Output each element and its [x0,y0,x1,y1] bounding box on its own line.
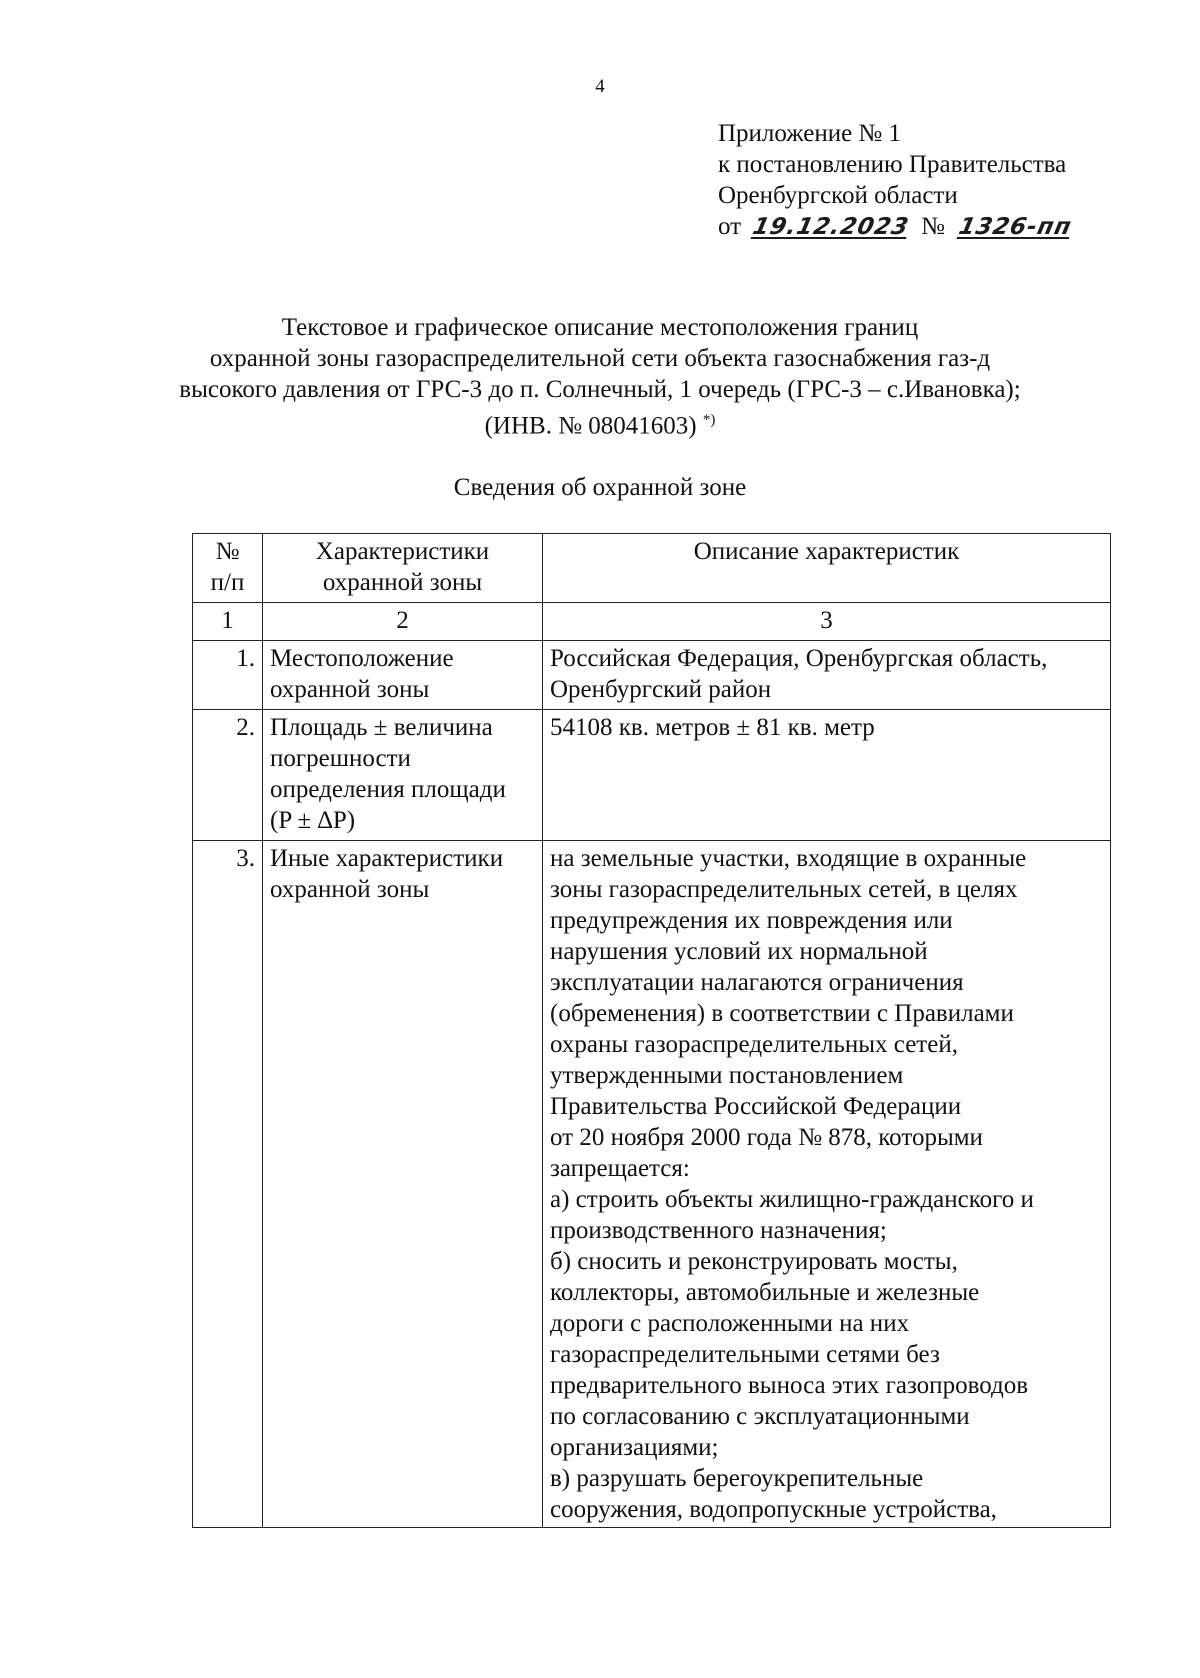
number-prefix: № [921,213,945,240]
row-description: 54108 кв. метров ± 81 кв. метр [543,710,1111,841]
zone-table [192,533,1111,1528]
handwritten-number: 1326-пп [956,214,1075,240]
index-cell: 3 [543,603,1111,641]
title-line-4 [0,405,1200,441]
row-characteristic: Местоположение охранной зоны [263,641,543,710]
row-description: Российская Федерация, Оренбургская область, Оренбургский район [543,641,1111,710]
title-line-4-text: (ИНВ. № 08041603) [484,412,697,440]
header-description: Описание характеристик [543,534,1111,603]
table-header-row [193,534,1111,603]
header-characteristic: Характеристики охранной зоны [263,534,543,603]
appendix-block [718,118,1075,243]
table-index-row [193,603,1111,641]
appendix-line-3: Оренбургской области [718,182,958,209]
table-row [193,641,1111,710]
handwritten-date: 19.12.2023 [750,214,912,240]
title-line-1: Текстовое и графическое описание местоположения границ [281,314,919,341]
date-prefix: от [718,213,742,240]
page-number: 4 [595,76,605,97]
index-cell: 2 [263,603,543,641]
title-line-3: высокого давления от ГРС-3 до п. Солнечный, 1 очередь (ГРС-3 – с.Ивановка); [179,376,1021,403]
section-title: Сведения об охранной зоне [453,474,747,501]
appendix-line-2: к постановлению Правительства [718,151,1067,178]
index-cell: 1 [193,603,263,641]
title-line-2: охранной зоны газораспределительной сети объекта газоснабжения газ-д [209,345,991,372]
appendix-date-line [718,211,1075,243]
row-characteristic: Иные характеристики охранной зоны [263,841,543,1528]
header-num: № п/п [193,534,263,603]
table-row [193,710,1111,841]
row-description: на земельные участки, входящие в охранные зоны газораспределительных сетей, в целях предупреждения их повреждения или нарушения условий их нормальной эксплуатации налагаются ограничения (обременения) в соответствии с Правилами охраны газораспределительных сетей, утвержденными постановлением Правительства Российской Федерации от 20 ноября 2000 года № 878, которыми запрещается: а) строить объекты жилищно-гражданского и производственного назначения; б) сносить и реконструировать мосты, коллекторы, автомобильные и железные дороги с расположенными на них газораспределительными сетями без предварительного выноса этих газопроводов по согласованию с эксплуатационными организациями; в) разрушать берегоукрепительные сооружения, водопропускные устройства, [543,841,1111,1528]
row-characteristic: Площадь ± величина погрешности определения площади (P ± ∆P) [263,710,543,841]
row-num: 2. [193,710,263,841]
footnote-mark: *) [702,412,716,428]
appendix-line-1: Приложение № 1 [718,120,902,147]
document-title [0,312,1200,441]
row-num: 3. [193,841,263,1528]
row-num: 1. [193,641,263,710]
table-row [193,841,1111,1528]
